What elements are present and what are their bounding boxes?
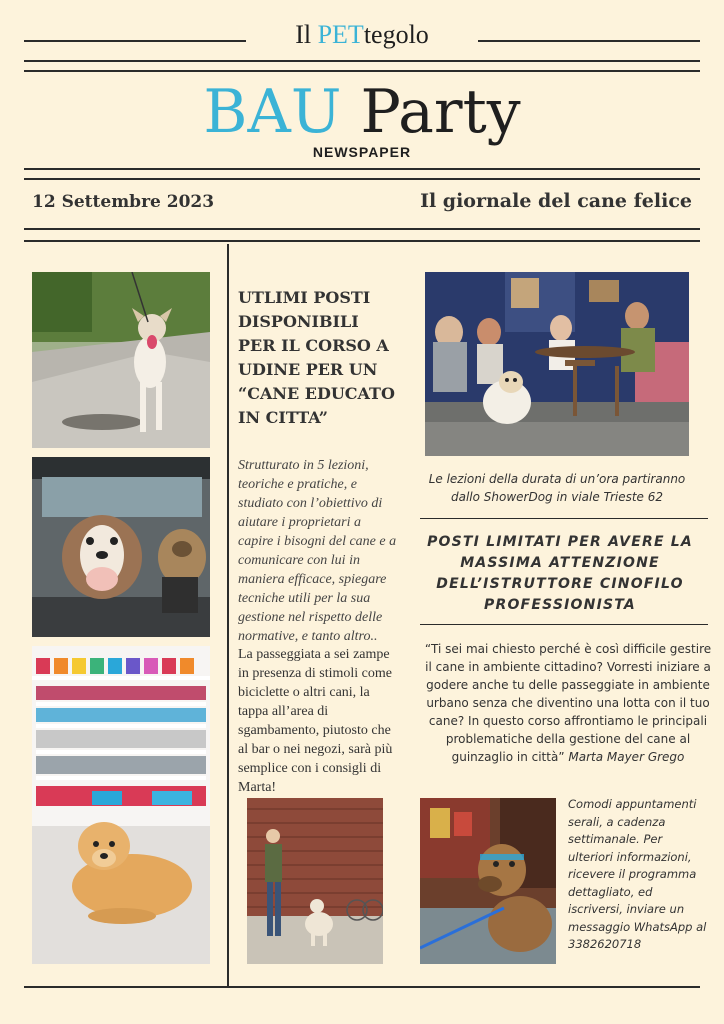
- article-intro: Strutturato in 5 lezioni, teoriche e pratiche, e studiato con l’obiettivo di aiutare i proprietari a capire i bisogni del cane e a comunicare con lui in maniera efficace, spiegare tecniche utili per la sua gestione nel rispetto delle normative, e tanto altro..: [238, 458, 397, 644]
- date-rule-bottom-1: [24, 228, 700, 230]
- contact-info: Comodi appuntamenti serali, a cadenza settimanale. Per ulteriori informazioni, ricevere il programma dettagliato, ed iscriversi, inviare un messaggio WhatsApp al 3382620718: [568, 797, 707, 951]
- banner-rule-bottom: [420, 624, 708, 625]
- masthead-accent: PET: [317, 20, 364, 49]
- newspaper-title: [0, 77, 724, 147]
- instructor-quote: [420, 640, 716, 766]
- masthead-small-title: [0, 20, 724, 50]
- dog-photo-icon: [425, 272, 689, 456]
- dog-photo-icon: [32, 646, 210, 964]
- date-rule-top-2: [24, 178, 700, 180]
- photo-golden-retriever-shop: [32, 646, 210, 964]
- masthead-rule-1: [24, 60, 700, 62]
- title-rest: Party: [341, 77, 521, 147]
- photo-woman-with-dog: [247, 798, 383, 964]
- dog-photo-icon: [247, 798, 383, 964]
- banner-rule-top: [420, 518, 708, 519]
- article-body: La passeggiata a sei zampe in presenza di stimoli come biciclette o altri cani, la tappa all’area di sgambamento, piutosto che al bar o nei negozi, sarà più semplice con i consigli di Marta!: [238, 647, 393, 795]
- photo-dog-walking: [32, 272, 210, 448]
- masthead-prefix: Il: [295, 20, 318, 49]
- masthead-suffix: tegolo: [363, 20, 429, 49]
- quote-author: Marta Mayer Grego: [568, 750, 685, 764]
- date-rule-bottom-2: [24, 240, 700, 242]
- newspaper-subtitle: NEWSPAPER: [312, 144, 412, 160]
- photo-dog-on-leash: [420, 798, 556, 964]
- date-rule-top-1: [24, 168, 700, 170]
- masthead-rule-2: [24, 70, 700, 72]
- dog-photo-icon: [32, 457, 210, 637]
- dog-photo-icon: [32, 272, 210, 448]
- highlight-banner: POSTI LIMITATI PER AVERE LA MASSIMA ATTENZIONE DELL’ISTRUTTORE CINOFILO PROFESSIONISTA: [427, 534, 693, 613]
- dog-photo-icon: [420, 798, 556, 964]
- motto: Il giornale del cane felice: [420, 190, 692, 212]
- photo-cafe-people-dog: [425, 272, 689, 456]
- article-headline: UTLIMI POSTI DISPONIBILI PER IL CORSO A UDINE PER UN “CANE EDUCATO IN CITTA”: [238, 288, 395, 427]
- footer-rule: [24, 986, 700, 988]
- photo-dogs-in-car: [32, 457, 210, 637]
- issue-date: 12 Settembre 2023: [32, 192, 215, 212]
- photo-caption: Le lezioni della durata di un’ora partiranno dallo ShowerDog in viale Trieste 62: [428, 472, 686, 504]
- quote-text: “Ti sei mai chiesto perché è così difficile gestire il cane in ambiente cittadino? Vorresti iniziare a godere anche tu delle passeggiate in ambiente urbano senza che diventino una lotta con il tuo cane? In questo corso affrontiamo le principali problematiche della gestione del cane al guinzaglio in città”: [424, 642, 712, 764]
- title-accent: BAU: [203, 77, 342, 147]
- column-divider: [227, 244, 229, 986]
